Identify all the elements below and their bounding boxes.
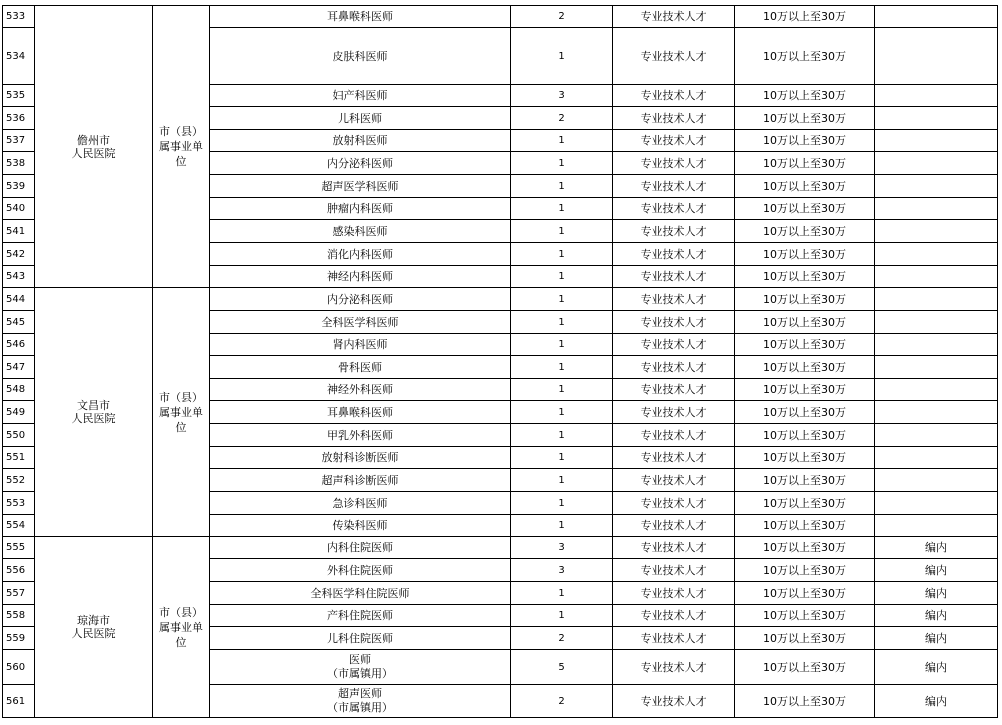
- note: [875, 447, 998, 469]
- position-name: [210, 266, 511, 288]
- note: [875, 175, 998, 198]
- row-number: 543: [3, 266, 35, 288]
- position-name: [210, 334, 511, 356]
- hospital-name-line: 人民医院: [71, 627, 116, 640]
- row-number: 551: [3, 447, 35, 469]
- hospital-name-line: 文昌市: [77, 399, 110, 412]
- position-name-line: （市属镇用）: [327, 667, 393, 680]
- salary-range: 10万以上至30万: [735, 198, 875, 220]
- position-name: [210, 627, 511, 650]
- organization-type-line: 位: [175, 420, 187, 434]
- row-number: 539: [3, 175, 35, 198]
- note: [875, 401, 998, 424]
- position-name: [210, 243, 511, 266]
- table-row: [3, 537, 998, 559]
- note: [875, 107, 998, 130]
- headcount: 1: [511, 515, 613, 537]
- note: [875, 28, 998, 85]
- organization-type-line: 市（县）: [159, 390, 203, 404]
- salary-range: 10万以上至30万: [735, 515, 875, 537]
- note: [875, 311, 998, 334]
- talent-type: 专业技术人才: [613, 627, 735, 650]
- salary-range: 10万以上至30万: [735, 627, 875, 650]
- talent-type: 专业技术人才: [613, 605, 735, 627]
- talent-type: 专业技术人才: [613, 515, 735, 537]
- headcount: 1: [511, 334, 613, 356]
- talent-type: 专业技术人才: [613, 175, 735, 198]
- headcount: 2: [511, 107, 613, 130]
- note: [875, 379, 998, 401]
- note: [875, 266, 998, 288]
- headcount: 1: [511, 130, 613, 152]
- row-number: 546: [3, 334, 35, 356]
- note: [875, 424, 998, 447]
- talent-type: 专业技术人才: [613, 537, 735, 559]
- salary-range: 10万以上至30万: [735, 334, 875, 356]
- position-name-line: 内科住院医师: [327, 541, 393, 554]
- table-row: [3, 6, 998, 28]
- headcount: 1: [511, 447, 613, 469]
- headcount: 1: [511, 198, 613, 220]
- talent-type: 专业技术人才: [613, 469, 735, 492]
- salary-range: 10万以上至30万: [735, 650, 875, 685]
- salary-range: 10万以上至30万: [735, 447, 875, 469]
- position-name: [210, 582, 511, 605]
- position-name: [210, 537, 511, 559]
- table-row: [3, 288, 998, 311]
- row-number: 537: [3, 130, 35, 152]
- row-number: 536: [3, 107, 35, 130]
- talent-type: 专业技术人才: [613, 356, 735, 379]
- salary-range: 10万以上至30万: [735, 685, 875, 718]
- headcount: 1: [511, 152, 613, 175]
- talent-type: 专业技术人才: [613, 379, 735, 401]
- row-number: 561: [3, 685, 35, 718]
- position-name: [210, 85, 511, 107]
- salary-range: 10万以上至30万: [735, 311, 875, 334]
- headcount: 1: [511, 424, 613, 447]
- note: 编内: [875, 605, 998, 627]
- position-name-line: 产科住院医师: [327, 609, 393, 622]
- headcount: 1: [511, 379, 613, 401]
- position-name: [210, 6, 511, 28]
- salary-range: 10万以上至30万: [735, 559, 875, 582]
- salary-range: 10万以上至30万: [735, 288, 875, 311]
- position-name-line: 全科医学科医师: [321, 315, 399, 329]
- organization-type: [153, 288, 210, 537]
- headcount: 2: [511, 6, 613, 28]
- position-name: [210, 650, 511, 685]
- talent-type: 专业技术人才: [613, 582, 735, 605]
- note: 编内: [875, 537, 998, 559]
- talent-type: 专业技术人才: [613, 152, 735, 175]
- note: [875, 198, 998, 220]
- salary-range: 10万以上至30万: [735, 28, 875, 85]
- row-number: 533: [3, 6, 35, 28]
- organization-type-line: 属事业单: [159, 140, 203, 153]
- salary-range: 10万以上至30万: [735, 107, 875, 130]
- note: 编内: [875, 650, 998, 685]
- hospital-name: [35, 288, 153, 537]
- talent-type: 专业技术人才: [613, 492, 735, 515]
- note: [875, 515, 998, 537]
- position-name-line: 外科住院医师: [327, 563, 393, 577]
- talent-type: 专业技术人才: [613, 424, 735, 447]
- hospital-name: [35, 6, 153, 288]
- position-name-line: 皮肤科医师: [332, 49, 388, 63]
- organization-type: [153, 537, 210, 718]
- organization-type-line: 位: [175, 155, 187, 168]
- talent-type: 专业技术人才: [613, 334, 735, 356]
- headcount: 1: [511, 356, 613, 379]
- headcount: 1: [511, 266, 613, 288]
- note: 编内: [875, 582, 998, 605]
- position-name: [210, 685, 511, 718]
- note: [875, 288, 998, 311]
- headcount: 1: [511, 582, 613, 605]
- hospital-name: [35, 537, 153, 718]
- talent-type: 专业技术人才: [613, 243, 735, 266]
- row-number: 559: [3, 627, 35, 650]
- talent-type: 专业技术人才: [613, 220, 735, 243]
- recruitment-table: [2, 5, 998, 718]
- position-name: [210, 469, 511, 492]
- position-name-line: 传染科医师: [332, 519, 388, 532]
- position-name-line: 肾内科医师: [332, 338, 388, 351]
- position-name-line: 肿瘤内科医师: [327, 202, 393, 215]
- row-number: 534: [3, 28, 35, 85]
- position-name-line: 神经内科医师: [327, 270, 393, 283]
- position-name: [210, 356, 511, 379]
- position-name-line: 儿科住院医师: [327, 631, 393, 645]
- note: [875, 152, 998, 175]
- position-name: [210, 28, 511, 85]
- organization-type: [153, 6, 210, 288]
- position-name-line: 感染科医师: [332, 224, 388, 238]
- position-name-line: 放射科医师: [332, 134, 388, 147]
- position-name-line: 放射科诊断医师: [321, 451, 399, 464]
- position-name-line: 神经外科医师: [327, 383, 393, 396]
- row-number: 556: [3, 559, 35, 582]
- row-number: 553: [3, 492, 35, 515]
- row-number: 541: [3, 220, 35, 243]
- row-number: 555: [3, 537, 35, 559]
- note: 编内: [875, 627, 998, 650]
- row-number: 557: [3, 582, 35, 605]
- row-number: 538: [3, 152, 35, 175]
- position-name-line: 耳鼻喉科医师: [327, 10, 393, 23]
- headcount: 2: [511, 685, 613, 718]
- position-name-line: 急诊科医师: [332, 496, 388, 510]
- position-name: [210, 447, 511, 469]
- position-name: [210, 175, 511, 198]
- talent-type: 专业技术人才: [613, 447, 735, 469]
- talent-type: 专业技术人才: [613, 130, 735, 152]
- note: 编内: [875, 685, 998, 718]
- position-name-line: 内分泌科医师: [327, 156, 393, 170]
- salary-range: 10万以上至30万: [735, 537, 875, 559]
- position-name: [210, 424, 511, 447]
- position-name: [210, 311, 511, 334]
- salary-range: 10万以上至30万: [735, 85, 875, 107]
- note: [875, 356, 998, 379]
- salary-range: 10万以上至30万: [735, 424, 875, 447]
- position-name-line: 医师: [349, 653, 371, 666]
- row-number: 547: [3, 356, 35, 379]
- headcount: 3: [511, 85, 613, 107]
- position-name-line: 超声医师: [338, 687, 382, 700]
- headcount: 1: [511, 28, 613, 85]
- position-name: [210, 220, 511, 243]
- salary-range: 10万以上至30万: [735, 220, 875, 243]
- position-name-line: 内分泌科医师: [327, 292, 393, 306]
- headcount: 1: [511, 469, 613, 492]
- salary-range: 10万以上至30万: [735, 379, 875, 401]
- headcount: 1: [511, 220, 613, 243]
- salary-range: 10万以上至30万: [735, 266, 875, 288]
- position-name-line: 消化内科医师: [327, 247, 393, 261]
- headcount: 1: [511, 492, 613, 515]
- position-name-line: 耳鼻喉科医师: [327, 405, 393, 419]
- position-name: [210, 605, 511, 627]
- headcount: 1: [511, 605, 613, 627]
- position-name-line: 妇产科医师: [332, 89, 388, 102]
- hospital-name-line: 人民医院: [71, 146, 116, 160]
- position-name-line: 甲乳外科医师: [327, 428, 393, 442]
- headcount: 1: [511, 175, 613, 198]
- note: [875, 334, 998, 356]
- salary-range: 10万以上至30万: [735, 243, 875, 266]
- row-number: 558: [3, 605, 35, 627]
- position-name-line: 超声医学科医师: [321, 179, 399, 193]
- row-number: 550: [3, 424, 35, 447]
- position-name-line: 儿科医师: [338, 111, 382, 125]
- salary-range: 10万以上至30万: [735, 6, 875, 28]
- note: [875, 492, 998, 515]
- talent-type: 专业技术人才: [613, 650, 735, 685]
- position-name: [210, 288, 511, 311]
- talent-type: 专业技术人才: [613, 6, 735, 28]
- row-number: 554: [3, 515, 35, 537]
- organization-type-line: 市（县）: [159, 125, 203, 138]
- hospital-name-line: 人民医院: [71, 412, 116, 425]
- talent-type: 专业技术人才: [613, 85, 735, 107]
- row-number: 560: [3, 650, 35, 685]
- salary-range: 10万以上至30万: [735, 130, 875, 152]
- salary-range: 10万以上至30万: [735, 469, 875, 492]
- hospital-name-line: 儋州市: [77, 133, 110, 147]
- note: [875, 220, 998, 243]
- salary-range: 10万以上至30万: [735, 582, 875, 605]
- headcount: 3: [511, 559, 613, 582]
- talent-type: 专业技术人才: [613, 311, 735, 334]
- talent-type: 专业技术人才: [613, 685, 735, 718]
- position-name-line: 全科医学科住院医师: [310, 586, 410, 600]
- headcount: 3: [511, 537, 613, 559]
- row-number: 535: [3, 85, 35, 107]
- salary-range: 10万以上至30万: [735, 356, 875, 379]
- row-number: 545: [3, 311, 35, 334]
- talent-type: 专业技术人才: [613, 266, 735, 288]
- note: 编内: [875, 559, 998, 582]
- organization-type-line: 属事业单: [159, 405, 203, 419]
- position-name: [210, 198, 511, 220]
- position-name-line: （市属镇用）: [327, 701, 393, 714]
- note: [875, 243, 998, 266]
- position-name: [210, 401, 511, 424]
- headcount: 1: [511, 311, 613, 334]
- row-number: 552: [3, 469, 35, 492]
- position-name: [210, 515, 511, 537]
- row-number: 549: [3, 401, 35, 424]
- talent-type: 专业技术人才: [613, 559, 735, 582]
- salary-range: 10万以上至30万: [735, 152, 875, 175]
- headcount: 2: [511, 627, 613, 650]
- headcount: 1: [511, 401, 613, 424]
- organization-type-line: 属事业单: [159, 620, 203, 634]
- hospital-name-line: 琼海市: [77, 614, 110, 627]
- salary-range: 10万以上至30万: [735, 605, 875, 627]
- note: [875, 85, 998, 107]
- position-name-line: 超声科诊断医师: [321, 473, 399, 487]
- headcount: 5: [511, 650, 613, 685]
- note: [875, 130, 998, 152]
- talent-type: 专业技术人才: [613, 107, 735, 130]
- salary-range: 10万以上至30万: [735, 175, 875, 198]
- organization-type-line: 市（县）: [159, 605, 203, 619]
- position-name: [210, 379, 511, 401]
- position-name: [210, 130, 511, 152]
- talent-type: 专业技术人才: [613, 198, 735, 220]
- row-number: 540: [3, 198, 35, 220]
- position-name: [210, 492, 511, 515]
- talent-type: 专业技术人才: [613, 288, 735, 311]
- row-number: 544: [3, 288, 35, 311]
- talent-type: 专业技术人才: [613, 28, 735, 85]
- headcount: 1: [511, 288, 613, 311]
- position-name: [210, 559, 511, 582]
- position-name: [210, 107, 511, 130]
- talent-type: 专业技术人才: [613, 401, 735, 424]
- headcount: 1: [511, 243, 613, 266]
- position-name-line: 骨科医师: [338, 360, 382, 374]
- row-number: 548: [3, 379, 35, 401]
- note: [875, 469, 998, 492]
- salary-range: 10万以上至30万: [735, 492, 875, 515]
- note: [875, 6, 998, 28]
- position-name: [210, 152, 511, 175]
- organization-type-line: 位: [175, 635, 187, 649]
- salary-range: 10万以上至30万: [735, 401, 875, 424]
- row-number: 542: [3, 243, 35, 266]
